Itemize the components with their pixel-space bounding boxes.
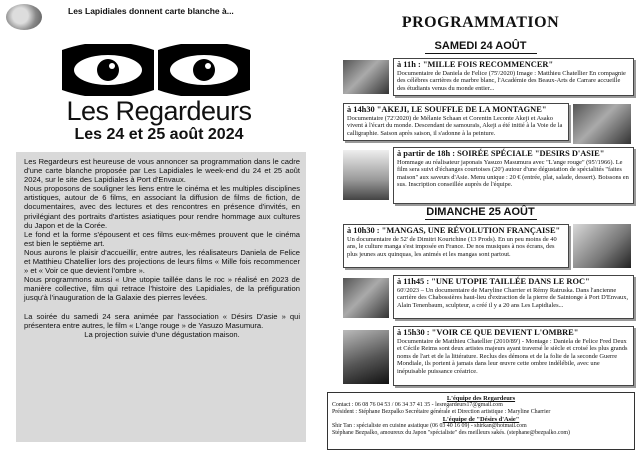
programmation-title: PROGRAMMATION [401,14,560,31]
event-description: Documentaire de Matthieu Chatellier (2010/89') - Montage : Daniela de Felice Fred Deux et Cécile Reims sont deux artistes majeurs ayant traversé le siècle et croisé les plus grands noms de l'art et de la littérature. Reclus des démons et de la folie de la seconde Guerre Mondiale, ils portent à jamais dans leur œuvre cette ombre indélébile, avec une inépuisable puissance créatrice. [397,338,628,375]
event-description: Documentaire (72'/2020) de Mélanie Schaan et Corentin Leconte Akeji et Asako vivent à l'écart du monde. Descendant de samouraïs, Akeji a été initié à la Voie de la calligraphie. Saison après saison, il s'adonne à la peinture. [347,115,563,137]
event-title: à 10h30 : "MANGAS, UNE RÉVOLUTION FRANÇAISE" [347,226,561,235]
event-title: à 14h30 "AKEJI, LE SOUFFLE DE LA MONTAGNE" [347,105,547,114]
intro-line: Les Lapidiales donnent carte blanche à... [68,6,234,16]
day-underline [425,53,537,54]
film-still-photo [343,278,389,318]
brand-title: Les Regardeurs [66,96,252,126]
president-line: Président : Stéphane Bezpalko Secrétaire générale et Direction artistique : Maryline Charrier [332,409,551,415]
team-title: L'équipe des Regardeurs [446,395,516,402]
event-card [393,326,634,386]
event-card [393,275,634,319]
asie-member-1: Shir Tan : spécialiste en cuisine asiatique (06 03 40 16 09) - shirkan@hotmail.com [332,423,527,429]
event-card [393,147,634,204]
paragraph-7: La projection suivie d'une dégustation maison. [84,329,240,339]
paragraph-1: Les Regardeurs est heureuse de vous annoncer sa programmation dans le cadre d'une carte blanche proposée par Les Lapidiales le week-end du 24 et 25 août 2024, sur le site des Lapidiales à Port d'Envaux. [24,157,300,185]
event-card [343,224,569,268]
film-still-photo [573,104,631,144]
event-card [393,58,634,96]
event-title: à 11h : "MILLE FOIS RECOMMENCER" [397,60,554,69]
presentation-text-box [16,152,306,442]
event-description: Hommage au réalisateur japonais Yasuzo Masumura avec "L'ange rouge" (95'/1966). Le film sera suivi d'échanges courtoises (20') autour d'une dégustation de spécialités "faites maison" aux saveurs d'Asie. Menu unique : 20 € (entrée, plat, salade, dessert). Boissons en sus. Inscription conseillée auprès de l'équipe. [397,159,629,189]
film-still-photo [343,60,389,94]
day-saturday: SAMEDI 24 AOÛT [434,40,527,52]
paragraph-3: Le fond et la forme s'épousent et ces films eux-mêmes prouvent que le cinéma est bien le septième art. [24,229,300,248]
asie-team-title: L'équipe de "Désirs d'Asie" [442,416,520,423]
paragraph-5: Nous programmons aussi « Une utopie taillée dans le roc » réalisé en 2023 de manière collective, film qui retrace l'histoire des Lapidiales, de la préfiguration jusqu'à l'inauguration de la Galaxie des pierres levées. [24,275,300,303]
film-still-photo [343,330,389,384]
regardeurs-eyes-logo [60,44,252,96]
event-description: 60'/2023 – Un documentaire de Maryline Charrier et Rémy Ratruska. Dans l'ancienne carrière des Chabossières haut-lieu d'extraction de la pierre de Saintonge à Port D'Envaux, Alain Tenenbaum, sculpteur, a créé il y a 20 ans Les Lapidiales... [397,287,629,309]
film-poster [343,150,389,200]
lapidiales-logo [6,4,42,30]
paragraph-6: La soirée du samedi 24 sera animée par l'association « Désirs D'asie » qui présentera entre autres, le film « L'ange rouge » de Yasuzo Masumura. [24,311,300,330]
event-description: Documentaire de Daniela de Felice (75'/2020) Image : Matthieu Chatellier En compagnie des célèbres carrières de marbre blanc, l'Académie des Beaux-Arts de Carrare accueille des étudiants venus du monde entier... [397,70,626,92]
left-column [0,0,318,452]
right-column [321,0,640,452]
paragraph-4: Nous aurons le plaisir d'accueillir, entre autres, les réalisateurs Daniela de Felice et Matthieu Chatellier lors des projections de leurs films « Mille fois recommencer » et « Voir ce que devient l'ombre ». [24,247,300,276]
event-title: à 15h30 : "VOIR CE QUE DEVIENT L'OMBRE" [397,328,579,337]
event-card [343,103,569,141]
team-contact-box [327,392,635,450]
paragraph-2: Nous proposons de souligner les liens entre le cinéma et les multiples disciplines artistiques, autour de 6 films, en associant la diffusion de films de fiction, de documentaires, avec des lectures et des rencontres en présence d'invités, en privilégiant des portraits d'artistes asiatiques pour rendre hommage aux cultures du Japon et de la Corée. [24,184,300,230]
event-description: Un documentaire de 52' de Dimitri Kourtchine (13 Prods). En un peu moins de 40 ans, le culture manga s'est imposée en France. De nos musiques à nos écrans, des plus jeunes aux quinquas, les animés et les mangas sont partout. [347,236,557,258]
day-underline [425,219,537,220]
manga-artwork [573,224,631,268]
asie-member-2: Stéphane Bezpalko, amoureux du Japon "spécialiste" des meilleurs sakés. (stephane@bezpalko.com) [332,430,570,436]
event-dates: Les 24 et 25 août 2024 [74,126,244,143]
contact-line: Contact : 06 08 76 04 53 / 06 34 37 41 35 - lesregardeurs17@gmail.com [332,402,503,408]
event-title: à 11h45 : "UNE UTOPIE TAILLÉE DANS LE ROC" [397,277,590,286]
event-title: à partir de 18h : SOIRÉE SPÉCIALE "DESIRS D'ASIE" [397,149,605,158]
day-sunday: DIMANCHE 25 AOÛT [426,206,535,218]
